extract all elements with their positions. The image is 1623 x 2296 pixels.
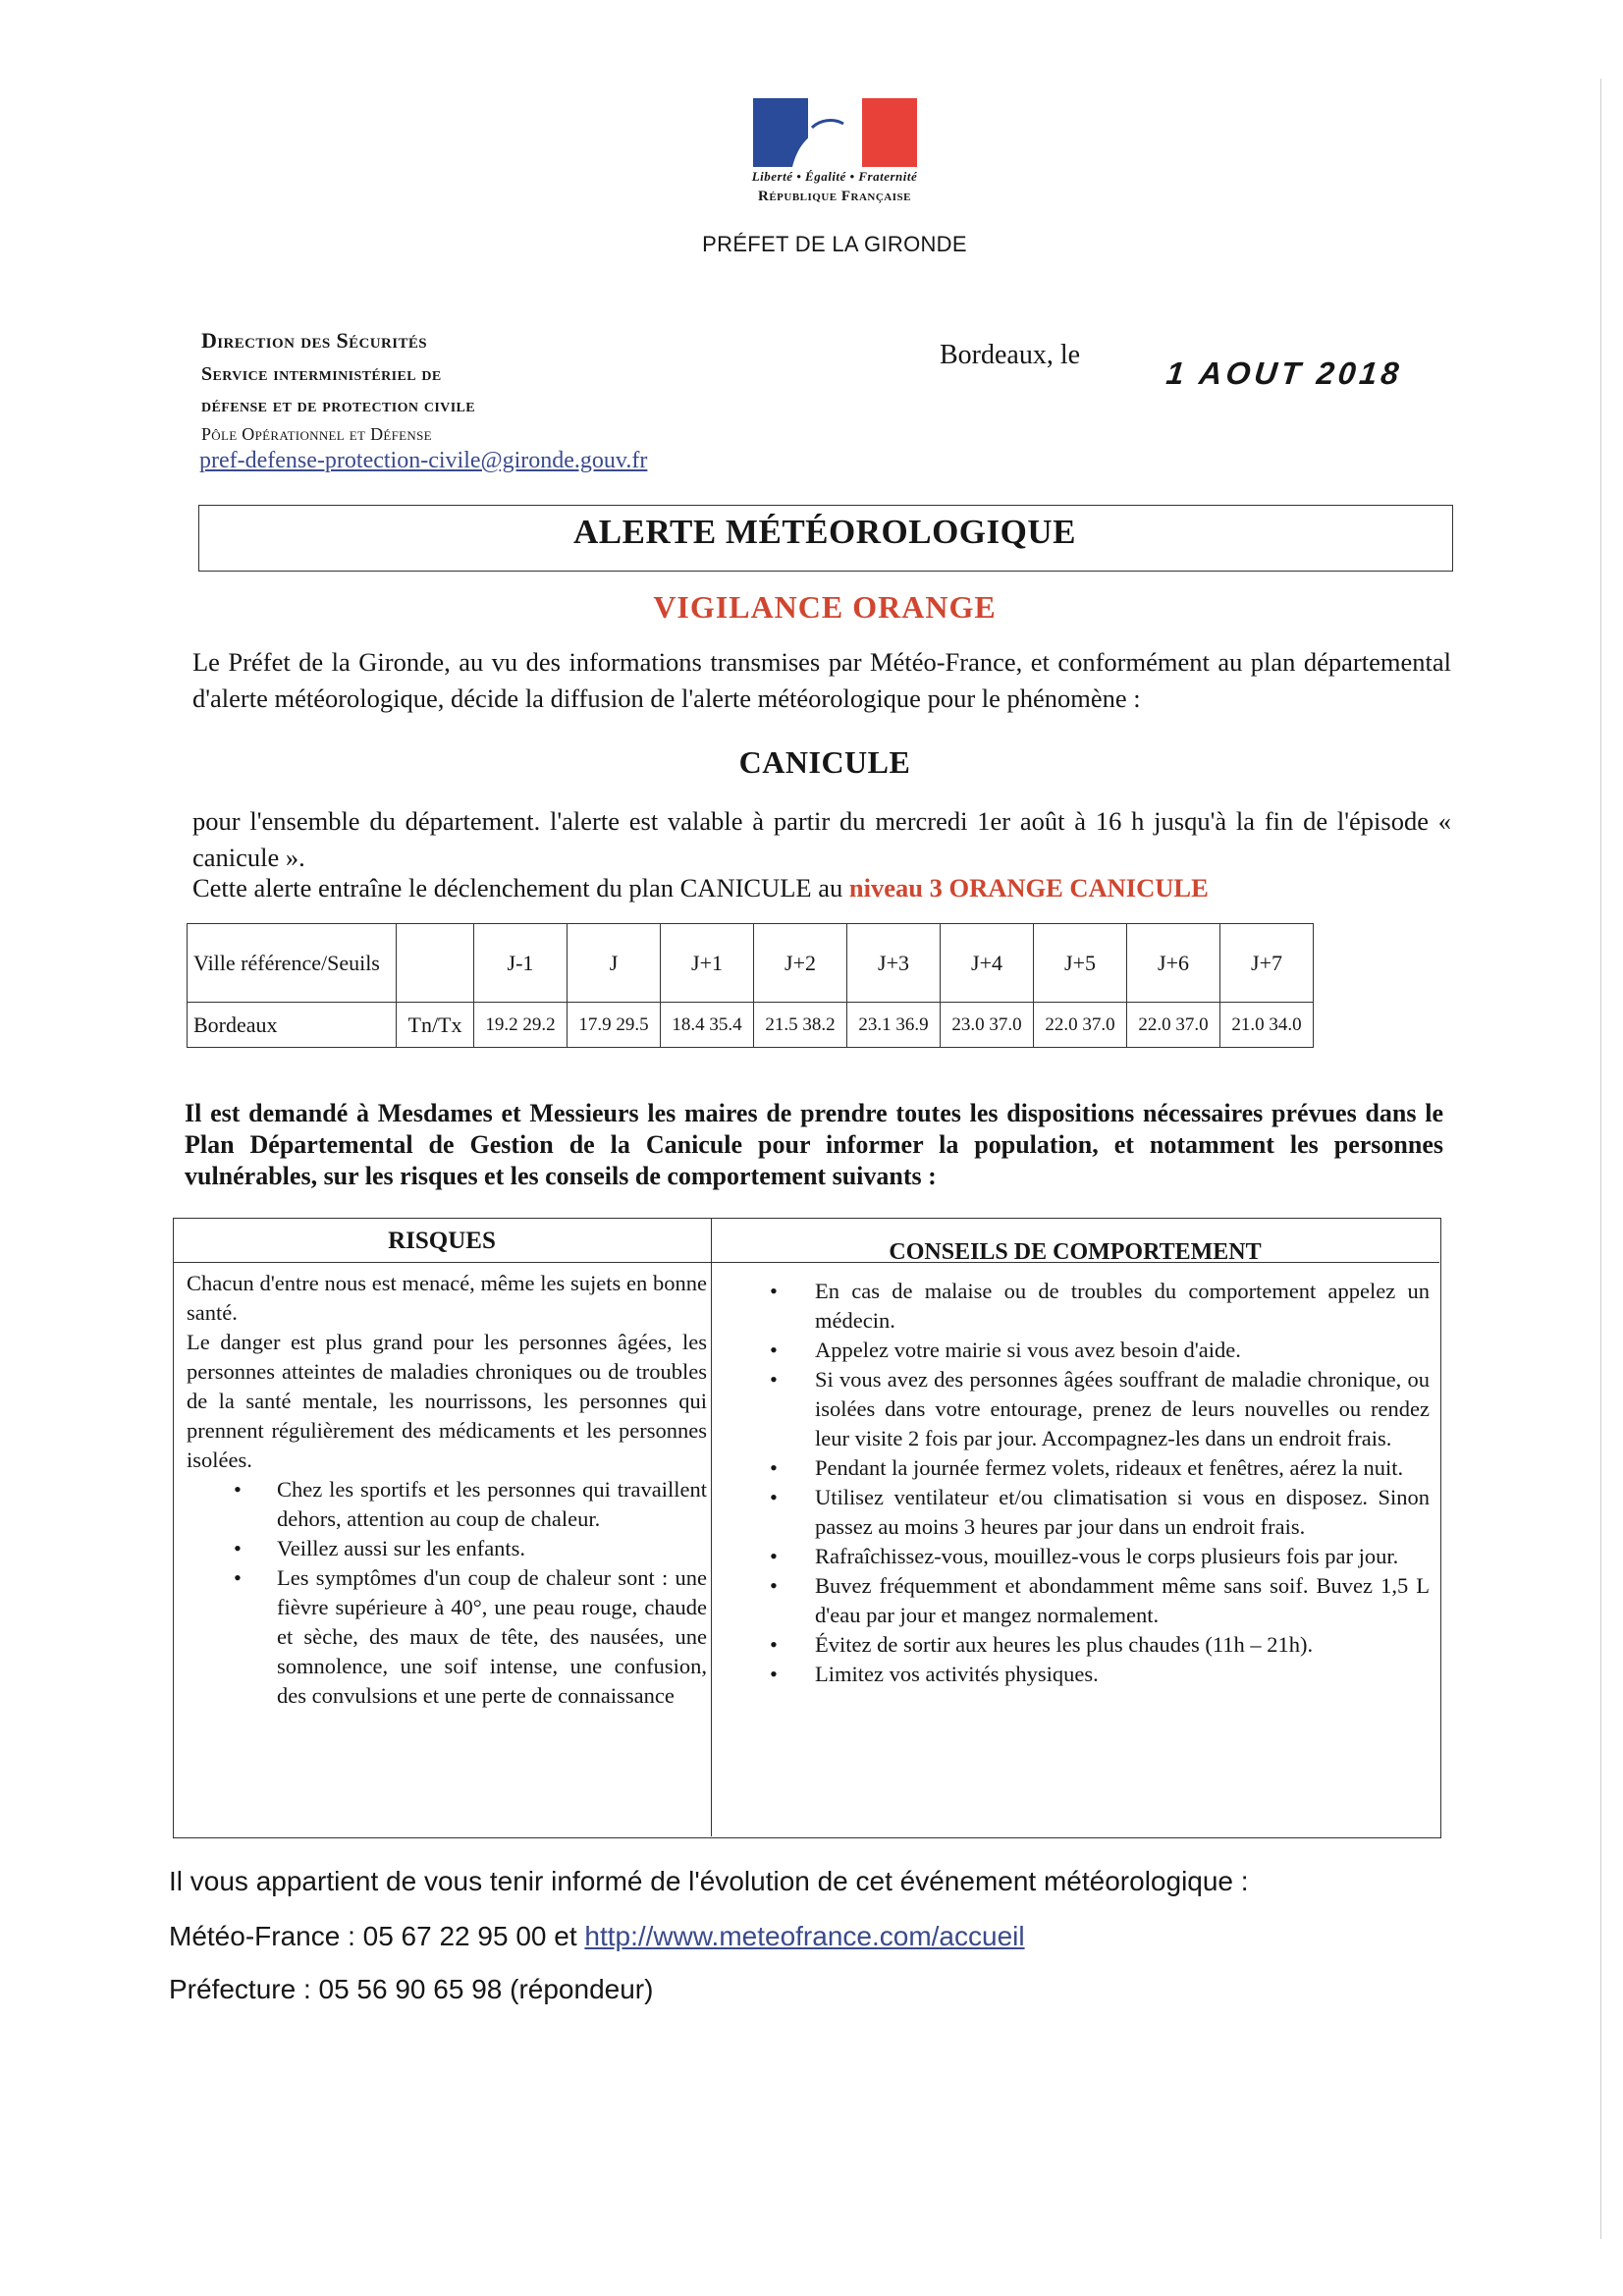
bullet-icon: • bbox=[770, 1455, 778, 1480]
sender-service: Service interministériel de bbox=[201, 363, 442, 385]
list-item bbox=[187, 1563, 707, 1711]
prefecture-line: Préfecture : 05 56 90 65 98 (répondeur) bbox=[169, 1974, 654, 2004]
mayors-instructions: Il est demandé à Mesdames et Messieurs les maires de prendre toutes les dispositions nécessaires prévues dans le Plan Départemental de Gestion de la Canicule pour informer la population, et notamment les personnes vulnérables, sur les risques et les conseils de comportement suivants : bbox=[185, 1099, 1443, 1190]
vigilance-level: VIGILANCE ORANGE bbox=[653, 589, 997, 625]
risks-paragraph: Le danger est plus grand pour les personnes âgées, les personnes atteintes de maladies chroniques ou de troubles de la santé mentale, les nourrissons, les personnes qui prennent régulièrement des médicaments et les personnes isolées. bbox=[187, 1330, 707, 1472]
table-day: J+7 bbox=[1220, 924, 1314, 1003]
bullet-icon: • bbox=[234, 1477, 242, 1502]
table-value: 21.5 38.2 bbox=[754, 1003, 847, 1048]
bullet-icon: • bbox=[770, 1338, 778, 1362]
list-item bbox=[727, 1336, 1430, 1365]
republic-name: République Française bbox=[758, 189, 911, 204]
place-label: Bordeaux, le bbox=[940, 340, 1081, 370]
meteo-phone: Météo-France : 05 67 22 95 00 et bbox=[169, 1921, 577, 1951]
date-stamp: 1 AOUT 2018 bbox=[1164, 355, 1405, 391]
plan-text: Cette alerte entraîne le déclenchement du plan CANICULE au bbox=[192, 873, 843, 902]
list-item-text: Buvez fréquemment et abondamment même sans soif. Buvez 1,5 L d'eau par jour et mangez normalement. bbox=[815, 1573, 1430, 1627]
meteo-link[interactable]: http://www.meteofrance.com/accueil bbox=[584, 1921, 1025, 1951]
bullet-icon: • bbox=[234, 1565, 242, 1590]
bullet-icon: • bbox=[770, 1485, 778, 1509]
list-item-text: Évitez de sortir aux heures les plus chaudes (11h – 21h). bbox=[815, 1632, 1314, 1657]
list-item bbox=[727, 1277, 1430, 1336]
table-value: 17.9 29.5 bbox=[568, 1003, 661, 1048]
table-value: 22.0 37.0 bbox=[1127, 1003, 1220, 1048]
plan-level: niveau 3 ORANGE CANICULE bbox=[848, 873, 1209, 902]
prefet-heading: PRÉFET DE LA GIRONDE bbox=[702, 232, 967, 256]
list-item-text: Si vous avez des personnes âgées souffrant de maladie chronique, ou isolées dans votre entourage, prenez de leurs nouvelles ou rendez leur visite 2 fois par jour. Accompagnez-les dans un endroit frais. bbox=[815, 1367, 1430, 1450]
table-header-label: Ville référence/Seuils bbox=[188, 924, 397, 1003]
list-item bbox=[187, 1534, 707, 1563]
list-item-text: Chez les sportifs et les personnes qui travaillent dehors, attention au coup de chaleur. bbox=[277, 1477, 707, 1531]
table-city: Bordeaux bbox=[188, 1003, 397, 1048]
sender-email-link[interactable]: pref-defense-protection-civile@gironde.gouv.fr bbox=[199, 448, 648, 473]
list-item bbox=[727, 1365, 1430, 1453]
plan-paragraph bbox=[192, 870, 1451, 906]
table-value: 22.0 37.0 bbox=[1034, 1003, 1127, 1048]
table-value: 18.4 35.4 bbox=[661, 1003, 754, 1048]
list-item bbox=[727, 1630, 1430, 1660]
list-item-text: Utilisez ventilateur et/ou climatisation si vous en disposez. Sinon passez au moins 3 heures par jour dans un endroit frais. bbox=[815, 1485, 1430, 1539]
meteo-line bbox=[169, 1921, 1025, 1952]
bullet-icon: • bbox=[770, 1632, 778, 1657]
table-row bbox=[188, 1003, 1314, 1048]
list-item-text: Veillez aussi sur les enfants. bbox=[277, 1536, 526, 1560]
table-day: J+5 bbox=[1034, 924, 1127, 1003]
bullet-icon: • bbox=[770, 1279, 778, 1303]
table-value: 19.2 29.2 bbox=[474, 1003, 568, 1048]
republic-logo bbox=[753, 98, 917, 167]
table-day: J+6 bbox=[1127, 924, 1220, 1003]
sender-service-cont: défense et de protection civile bbox=[201, 395, 476, 416]
republic-motto: Liberté • Égalité • Fraternité bbox=[751, 169, 918, 184]
table-value: 23.1 36.9 bbox=[847, 1003, 941, 1048]
table-day: J+4 bbox=[941, 924, 1034, 1003]
list-item-text: Pendant la journée fermez volets, rideaux et fenêtres, aérez la nuit. bbox=[815, 1455, 1404, 1480]
table-header-row bbox=[188, 924, 1314, 1003]
table-day: J-1 bbox=[474, 924, 568, 1003]
list-item bbox=[727, 1483, 1430, 1542]
sender-pole: Pôle Opérationnel et Défense bbox=[201, 424, 432, 444]
bullet-icon: • bbox=[234, 1536, 242, 1560]
advice-heading: CONSEILS DE COMPORTEMENT bbox=[889, 1239, 1262, 1265]
thresholds-table bbox=[187, 923, 1314, 1048]
list-item bbox=[187, 1475, 707, 1534]
table-value: 23.0 37.0 bbox=[941, 1003, 1034, 1048]
list-item-text: Appelez votre mairie si vous avez besoin d'aide. bbox=[815, 1338, 1241, 1362]
column-divider bbox=[711, 1218, 712, 1836]
marianne-logo-image bbox=[753, 98, 917, 167]
alert-title: ALERTE MÉTÉOROLOGIQUE bbox=[572, 513, 1076, 551]
advice-content bbox=[727, 1277, 1430, 1689]
phenomenon-heading: CANICULE bbox=[738, 744, 911, 780]
risks-paragraph: Chacun d'entre nous est menacé, même les sujets en bonne santé. bbox=[187, 1271, 707, 1325]
list-item bbox=[727, 1571, 1430, 1630]
bullet-icon: • bbox=[770, 1544, 778, 1568]
list-item bbox=[727, 1542, 1430, 1571]
info-line: Il vous appartient de vous tenir informé de l'évolution de cet événement météorologique : bbox=[169, 1866, 1249, 1896]
risks-content bbox=[187, 1269, 707, 1711]
list-item bbox=[727, 1453, 1430, 1483]
table-value: 21.0 34.0 bbox=[1220, 1003, 1314, 1048]
list-item-text: Limitez vos activités physiques. bbox=[815, 1662, 1099, 1686]
bullet-icon: • bbox=[770, 1662, 778, 1686]
bullet-icon: • bbox=[770, 1573, 778, 1598]
advice-list bbox=[727, 1277, 1430, 1689]
risks-heading: RISQUES bbox=[388, 1228, 496, 1254]
table-day: J+2 bbox=[754, 924, 847, 1003]
bullet-icon: • bbox=[770, 1367, 778, 1392]
table-header-unit-spacer bbox=[397, 924, 474, 1003]
table-day: J+3 bbox=[847, 924, 941, 1003]
risks-list bbox=[187, 1475, 707, 1711]
scan-edge bbox=[1600, 79, 1601, 2239]
table-unit: Tn/Tx bbox=[397, 1003, 474, 1048]
intro-paragraph: Le Préfet de la Gironde, au vu des informations transmises par Météo-France, et conformément au plan départemental d'alerte météorologique, décide la diffusion de l'alerte météorologique pour le phénomène : bbox=[192, 647, 1451, 713]
validity-paragraph: pour l'ensemble du département. l'alerte est valable à partir du mercredi 1er août à 16 h jusqu'à la fin de l'épisode « canicule ». bbox=[192, 806, 1451, 872]
list-item-text: En cas de malaise ou de troubles du comportement appelez un médecin. bbox=[815, 1279, 1430, 1333]
list-item bbox=[727, 1660, 1430, 1689]
sender-direction: Direction des Sécurités bbox=[201, 328, 428, 353]
list-item-text: Les symptômes d'un coup de chaleur sont : une fièvre supérieure à 40°, une peau rouge, chaude et sèche, des maux de tête, des nausées, une somnolence, une soif intense, une confusion, des convulsions et une perte de connaissance bbox=[277, 1565, 707, 1708]
table-day: J+1 bbox=[661, 924, 754, 1003]
list-item-text: Rafraîchissez-vous, mouillez-vous le corps plusieurs fois par jour. bbox=[815, 1544, 1399, 1568]
table-day: J bbox=[568, 924, 661, 1003]
